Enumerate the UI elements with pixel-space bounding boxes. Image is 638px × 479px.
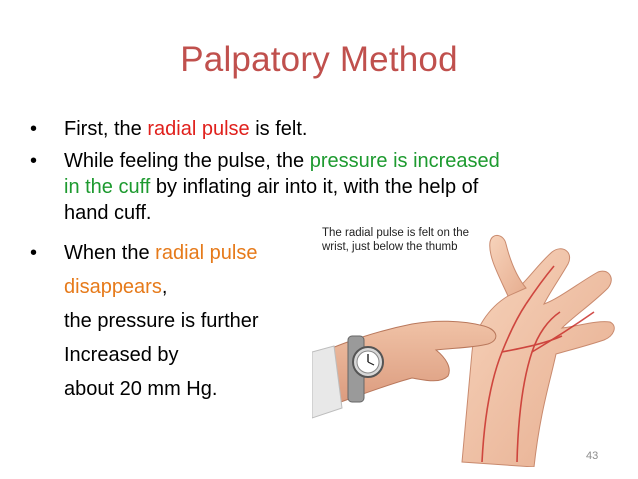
highlight-radial-pulse: radial pulse xyxy=(147,118,250,140)
caption-line: The radial pulse is felt on the xyxy=(322,227,470,239)
bullet-icon: • xyxy=(30,150,38,172)
patient-hand xyxy=(462,249,614,467)
bullet-line xyxy=(64,242,257,265)
highlight-disappears: disappears xyxy=(64,276,162,298)
text-segment: First, the xyxy=(64,118,148,140)
bullet-icon: • xyxy=(30,242,38,264)
text-segment: is felt. xyxy=(249,118,308,140)
bullet-line xyxy=(64,276,167,299)
text-segment: Increased by xyxy=(64,344,179,366)
highlight-pressure-increased: pressure is increased xyxy=(309,150,500,172)
illustration-caption xyxy=(322,226,469,254)
slide-title: Palpatory Method xyxy=(180,40,458,79)
bullet-line xyxy=(64,150,500,173)
bullet-line xyxy=(64,344,179,367)
text-segment: When the xyxy=(64,242,156,264)
page-number: 43 xyxy=(586,450,599,462)
text-segment: , xyxy=(161,276,168,298)
bullet-line xyxy=(64,378,217,401)
caption-line: wrist, just below the thumb xyxy=(322,241,458,253)
bullet-icon: • xyxy=(30,118,38,140)
text-segment: about 20 mm Hg. xyxy=(64,378,218,400)
text-segment: hand cuff. xyxy=(64,202,152,224)
patient-thumb xyxy=(490,235,526,296)
text-segment: While feeling the pulse, the xyxy=(64,150,310,172)
text-segment: by inflating air into it, with the help of xyxy=(150,176,479,198)
highlight-radial-pulse: radial pulse xyxy=(155,242,258,264)
bullet-line xyxy=(64,176,478,199)
text-segment: the pressure is further xyxy=(64,310,259,332)
bullet-line xyxy=(64,118,307,141)
bullet-line xyxy=(64,202,151,225)
highlight-in-the-cuff: in the cuff xyxy=(64,176,151,198)
bullet-line xyxy=(64,310,259,333)
